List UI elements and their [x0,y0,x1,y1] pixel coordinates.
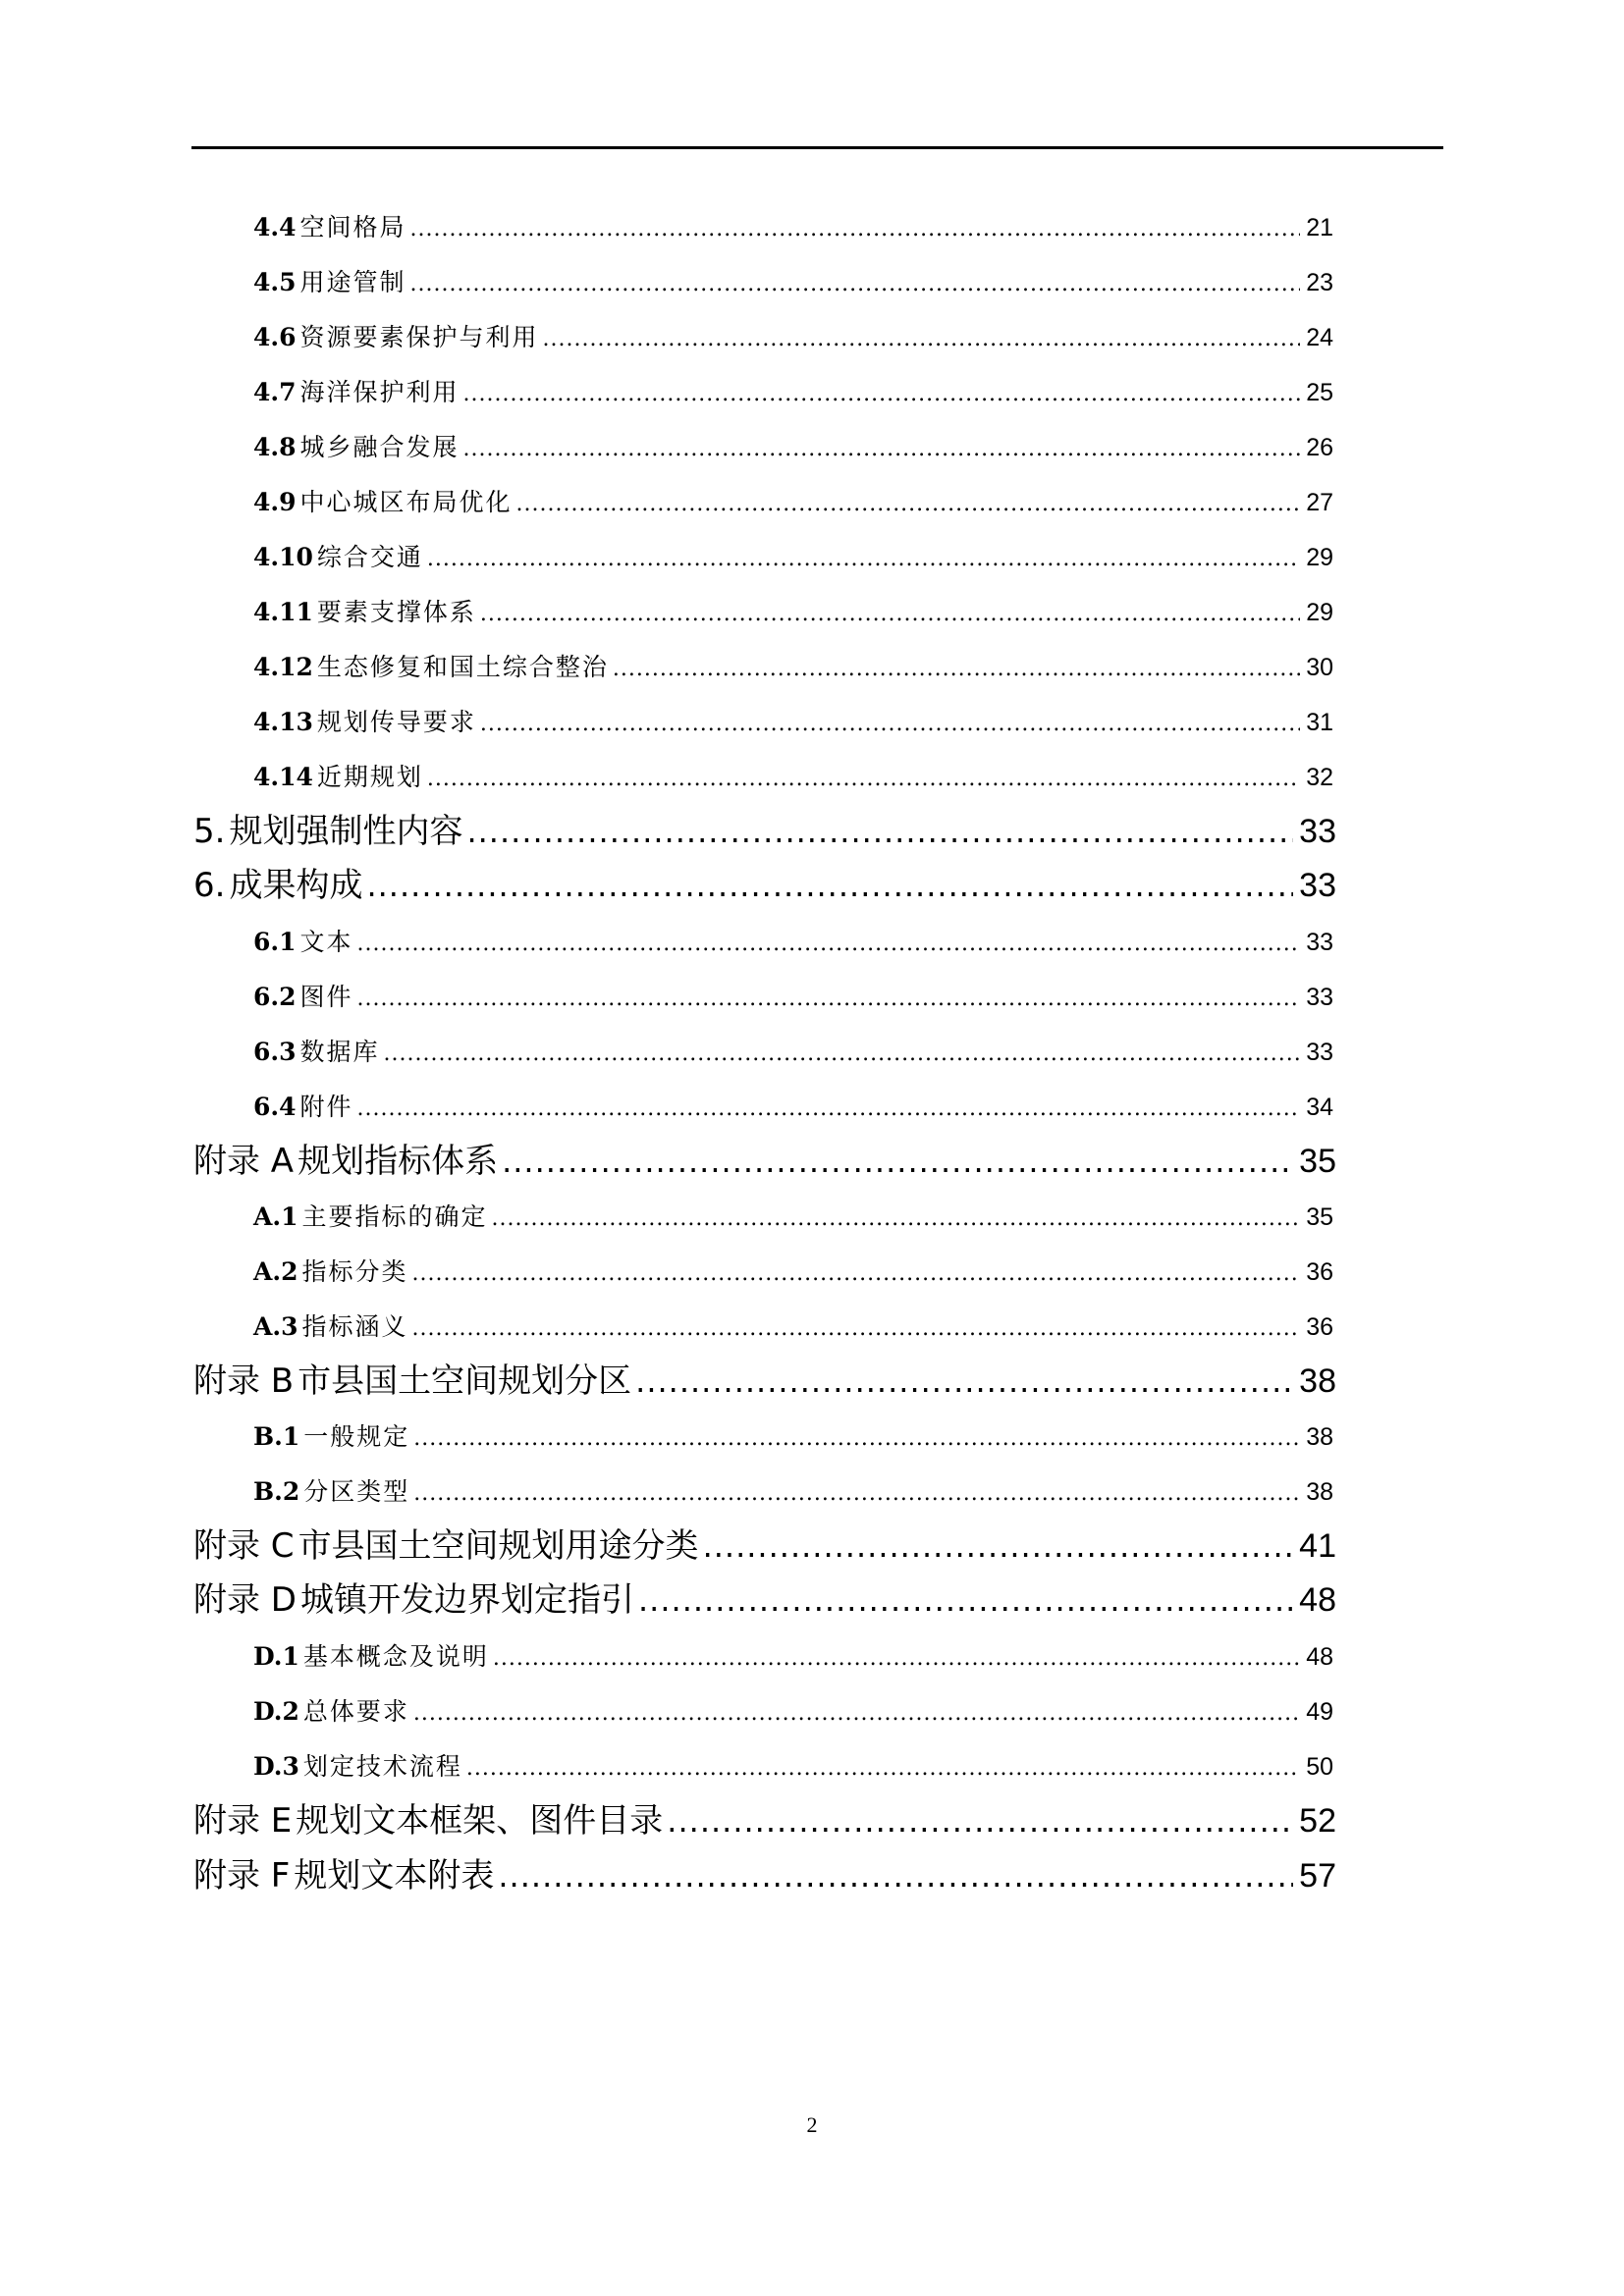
toc-title: 分区类型 [303,1477,410,1506]
toc-page-number: 57 [1299,1857,1336,1895]
toc-page-number: 41 [1299,1527,1336,1565]
toc-title: 一般规定 [303,1422,410,1451]
toc-number: 6.3 [253,1038,297,1066]
toc-leader-dots [463,430,1301,469]
toc-number: 6.4 [253,1093,297,1121]
toc-number: 6.2 [253,983,297,1011]
toc-entry[interactable] [253,263,1333,302]
toc-entry[interactable] [253,1033,1333,1072]
toc-page-number: 29 [1306,599,1333,626]
toc-number: 4.14 [253,763,313,791]
toc-leader-dots [492,1200,1301,1239]
toc-entry[interactable] [253,1253,1333,1292]
toc-page-number: 26 [1306,434,1333,461]
toc-page-number: 25 [1306,379,1333,406]
toc-number: 4.7 [253,378,297,406]
toc-leader-dots [493,1639,1300,1679]
toc-entry[interactable] [253,648,1333,687]
toc-title: 附件 [299,1093,353,1121]
toc-number: 4.6 [253,323,297,351]
toc-title: 市县国土空间规划分区 [298,1362,632,1401]
toc-leader-dots [466,807,1293,856]
toc-entry[interactable] [253,538,1333,577]
toc-leader-dots [466,1749,1300,1789]
toc-number: 4.4 [253,213,297,241]
toc-entry[interactable] [193,1575,1336,1625]
toc-title: 生态修复和国土综合整治 [316,653,609,681]
toc-title: 近期规划 [316,763,423,791]
toc-title: 基本概念及说明 [302,1642,489,1671]
toc-number: B.1 [253,1422,300,1451]
toc-entry[interactable] [193,1357,1336,1406]
toc-page-number: 50 [1306,1753,1333,1781]
toc-page-number: 38 [1306,1478,1333,1506]
toc-entry[interactable] [253,1692,1333,1732]
toc-title: 指标涵义 [301,1312,408,1341]
toc-title: 划定技术流程 [302,1752,462,1781]
toc-leader-dots [667,1796,1293,1845]
toc-leader-dots [498,1851,1293,1900]
toc-leader-dots [357,980,1301,1019]
toc-title: 文本 [299,928,353,956]
toc-number: 附录 F [193,1856,291,1896]
toc-page-number: 29 [1306,544,1333,571]
toc-number: 4.8 [253,433,297,461]
toc-title: 市县国土空间规划用途分类 [298,1526,699,1566]
toc-leader-dots [410,210,1301,249]
toc-number: 6.1 [253,928,297,956]
toc-entry[interactable] [253,373,1333,412]
toc-page-number: 33 [1299,867,1336,904]
toc-page-number: 27 [1306,489,1333,516]
toc-leader-dots [412,1309,1301,1349]
toc-title: 总体要求 [302,1697,409,1726]
toc-title: 综合交通 [316,543,423,571]
toc-page-number: 38 [1299,1362,1336,1400]
toc-leader-dots [463,375,1301,414]
toc-page-number: 48 [1299,1581,1336,1619]
toc-leader-dots [366,861,1293,910]
toc-entry[interactable] [253,593,1333,632]
toc-page-number: 36 [1306,1258,1333,1286]
toc-entry[interactable] [193,1796,1336,1845]
toc-entry[interactable] [193,1522,1336,1571]
toc-title: 资源要素保护与利用 [299,323,539,351]
toc-title: 规划文本框架、图件目录 [296,1801,664,1841]
toc-title: 中心城区布局优化 [299,488,513,516]
toc-leader-dots [613,650,1300,689]
toc-entry[interactable] [253,923,1333,962]
toc-title: 用途管制 [299,268,406,296]
page-number: 2 [806,2112,818,2137]
toc-number: 附录 B [193,1362,295,1401]
toc-leader-dots [635,1357,1293,1406]
toc-leader-dots [413,1694,1300,1734]
toc-entry[interactable] [193,807,1336,856]
toc-page-number: 36 [1306,1313,1333,1341]
toc-number: D.3 [253,1752,299,1781]
toc-title: 城乡融合发展 [299,433,460,461]
toc-page-number: 21 [1306,214,1333,241]
toc-entry[interactable] [193,861,1336,910]
toc-leader-dots [357,925,1301,964]
toc-title: 图件 [299,983,353,1011]
toc-page-number: 35 [1299,1143,1336,1180]
toc-entry[interactable] [253,318,1333,357]
toc-entry[interactable] [253,428,1333,467]
toc-entry[interactable] [253,1747,1333,1787]
toc-number: 附录 D [193,1580,297,1620]
toc-page-number: 35 [1306,1203,1333,1231]
toc-leader-dots [410,265,1301,304]
toc-entry[interactable] [253,483,1333,522]
toc-leader-dots [638,1575,1293,1625]
toc-page-number: 32 [1306,764,1333,791]
toc-page-number: 24 [1306,324,1333,351]
toc-entry[interactable] [253,208,1333,247]
toc-title: 城镇开发边界划定指引 [300,1580,634,1620]
toc-entry[interactable] [253,703,1333,742]
toc-title: 成果构成 [229,866,363,905]
toc-entry[interactable] [253,1088,1333,1127]
toc-number: 6. [193,866,226,905]
toc-page-number: 33 [1306,984,1333,1011]
toc-leader-dots [543,320,1301,359]
toc-entry[interactable] [253,1472,1333,1512]
toc-page-number: 52 [1299,1802,1336,1840]
toc-number: A.2 [253,1257,298,1286]
toc-page-number: 38 [1306,1423,1333,1451]
toc-number: 附录 E [193,1801,293,1841]
toc-title: 规划指标体系 [298,1142,499,1181]
toc-number: A.1 [253,1202,298,1231]
toc-title: 规划传导要求 [316,708,476,736]
toc-number: 4.10 [253,543,313,571]
toc-entry[interactable] [253,1637,1333,1677]
toc-number: D.1 [253,1642,299,1671]
toc-entry[interactable] [253,1198,1333,1237]
toc-page-number: 23 [1306,269,1333,296]
toc-number: 4.12 [253,653,313,681]
toc-title: 主要指标的确定 [301,1202,488,1231]
toc-page-number: 48 [1306,1643,1333,1671]
toc-entry[interactable] [193,1851,1336,1900]
toc-number: 附录 C [193,1526,295,1566]
toc-entry[interactable] [253,758,1333,797]
toc-title: 指标分类 [301,1257,408,1286]
toc-title: 规划文本附表 [294,1856,495,1896]
toc-title: 规划强制性内容 [229,812,463,851]
toc-number: 4.9 [253,488,297,516]
toc-title: 空间格局 [299,213,406,241]
toc-number: 4.11 [253,598,313,626]
toc-entry[interactable] [253,978,1333,1017]
toc-number: 附录 A [193,1142,295,1181]
toc-leader-dots [427,760,1300,799]
toc-leader-dots [516,485,1301,524]
toc-page-number: 31 [1306,709,1333,736]
toc-page-number: 33 [1299,813,1336,850]
toc-leader-dots [480,705,1300,744]
toc-entry[interactable] [193,1137,1336,1186]
toc-title: 要素支撑体系 [316,598,476,626]
toc-leader-dots [357,1090,1301,1129]
toc-page-number: 33 [1306,929,1333,956]
toc-leader-dots [412,1255,1301,1294]
toc-page-number: 34 [1306,1094,1333,1121]
toc-number: A.3 [253,1312,298,1341]
toc-entry[interactable] [253,1308,1333,1347]
toc-title: 海洋保护利用 [299,378,460,406]
toc-page-number: 33 [1306,1039,1333,1066]
toc-number: 4.13 [253,708,313,736]
toc-leader-dots [413,1419,1300,1459]
toc-leader-dots [480,595,1300,634]
toc-leader-dots [413,1474,1300,1514]
toc-leader-dots [703,1522,1294,1571]
toc-title: 数据库 [299,1038,380,1066]
toc-number: 5. [193,812,226,851]
toc-page-number: 49 [1306,1698,1333,1726]
toc-leader-dots [384,1035,1301,1074]
toc-page-number: 30 [1306,654,1333,681]
toc-entry[interactable] [253,1417,1333,1457]
toc-number: D.2 [253,1697,299,1726]
toc-number: B.2 [253,1477,300,1506]
toc-leader-dots [427,540,1300,579]
toc-leader-dots [502,1137,1293,1186]
toc-number: 4.5 [253,268,297,296]
